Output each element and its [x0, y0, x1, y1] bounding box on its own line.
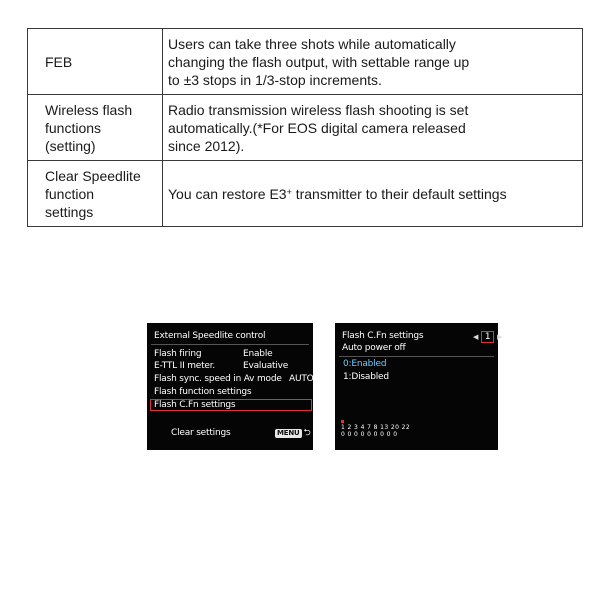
flash-cfn-settings-screen: [335, 323, 503, 450]
feature-description: Radio transmission wireless flash shooting is set automatically.(*For EOS digital camera released since 2012).: [163, 95, 583, 161]
subtitle-divider: [339, 356, 494, 357]
left-arrow-icon: ◀: [473, 333, 479, 341]
option-disabled[interactable]: 1:Disabled: [343, 372, 389, 382]
page-number: 1: [481, 331, 495, 343]
feature-name: FEB: [28, 29, 163, 95]
screen-title: Flash C.Fn settings: [342, 331, 424, 341]
external-speedlite-control-screen: [147, 323, 313, 450]
screen-title: External Speedlite control: [154, 331, 266, 341]
title-divider: [151, 344, 309, 345]
feature-name: Wireless flash functions (setting): [28, 95, 163, 161]
function-numbers: 1 2 3 4 7 8 13 20 22: [341, 424, 411, 431]
menu-item-flash-sync-speed[interactable]: Flash sync. speed in Av mode: [154, 374, 282, 384]
table-row: [28, 29, 583, 95]
menu-value-flash-sync-speed: AUTO: [289, 374, 314, 384]
feature-table: [27, 28, 583, 227]
menu-item-flash-function-settings[interactable]: Flash function settings: [154, 387, 252, 397]
return-arrow-icon: ⮌: [303, 428, 311, 438]
feature-name: Clear Speedlite function settings: [28, 161, 163, 227]
menu-item-ettl-meter[interactable]: E-TTL II meter.: [154, 361, 216, 371]
function-values: 0 0 0 0 0 0 0 0 0: [341, 431, 398, 438]
current-function-marker: [341, 420, 344, 423]
option-enabled[interactable]: 0:Enabled: [343, 359, 387, 369]
table-row: [28, 95, 583, 161]
right-arrow-icon: ▶: [497, 333, 503, 341]
menu-value-ettl-meter: Evaluative: [243, 361, 289, 371]
page-selector[interactable]: [473, 331, 502, 343]
function-subtitle: Auto power off: [342, 343, 406, 353]
menu-back-button[interactable]: [275, 428, 311, 439]
menu-value-flash-firing: Enable: [243, 349, 273, 359]
feature-description: Users can take three shots while automatically changing the flash output, with settable range up to ±3 stops in 1/3-stop increments.: [163, 29, 583, 95]
menu-button-icon: MENU: [277, 429, 300, 437]
menu-item-flash-firing[interactable]: Flash firing: [154, 349, 202, 359]
feature-description: You can restore E3+ transmitter to their default settings: [163, 161, 583, 227]
table-row: [28, 161, 583, 227]
clear-settings-item[interactable]: Clear settings: [171, 428, 231, 438]
menu-item-flash-cfn-settings[interactable]: Flash C.Fn settings: [154, 400, 236, 410]
